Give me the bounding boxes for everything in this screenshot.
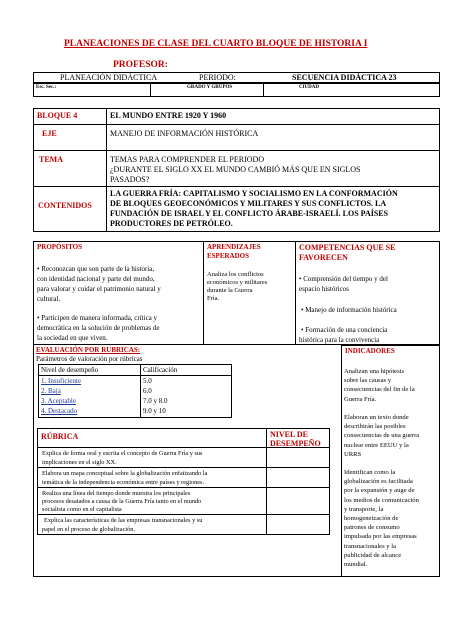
contenidos-label-cell xyxy=(33,186,107,232)
indicador-line: nuclear entre EEUU y la xyxy=(344,441,409,449)
tema-line: TEMAS PARA COMPRENDER EL PERIODO xyxy=(110,155,265,164)
rubrica-row xyxy=(37,447,267,468)
rubrica-line: papel en el proceso de globalización. xyxy=(42,526,136,533)
aprendizajes-cell xyxy=(203,241,296,345)
evaluacion-col-header: Nivel de desempeño xyxy=(41,366,99,374)
nivel-desempeno: 4. Destacado xyxy=(41,407,78,415)
nivel-cell xyxy=(266,447,330,468)
indicador-line: y transporte, la xyxy=(344,505,384,513)
aprendizaje-line: durante la Guerra xyxy=(207,287,253,294)
nivel-desempeno: 3. Aceptable xyxy=(41,397,76,405)
indicador-line: consecuencias de una guerra xyxy=(344,432,420,440)
proposito-line: con identidad nacional y parte del mundo, xyxy=(37,275,155,283)
nivel-desempeno: 2. Baja xyxy=(41,387,61,395)
tema-line: ¿DURANTE EL SIGLO XX EL MUNDO CAMBIÓ MÁS QUE EN SIGLOS xyxy=(110,165,361,174)
bloque-label-cell xyxy=(33,108,107,125)
propositos-cell xyxy=(33,241,204,345)
tema-label: TEMA xyxy=(39,155,63,164)
aprendizaje-line: Fría. xyxy=(207,295,220,302)
contenidos-line: DE BLOQUES GEOECONÓMICOS Y MILITARES Y SUS CONFLICTOS. LA xyxy=(110,199,387,208)
bloque-value: EL MUNDO ENTRE 1920 Y 1960 xyxy=(110,111,227,120)
indicador-line: transnacionales y la xyxy=(344,542,396,550)
indicador-line: Analizan una hipótesis xyxy=(344,368,405,375)
evaluacion-col-header: Calificación xyxy=(143,366,178,374)
profesor-label: PROFESOR: xyxy=(113,60,168,70)
nivel-heading: DESEMPEÑO xyxy=(270,439,321,448)
indicador-line: consecuencias del fin de la xyxy=(344,386,415,394)
periodo-label: PERIODO: xyxy=(199,73,236,82)
aprendizajes-heading: APRENDIZAJES xyxy=(207,243,261,251)
tema-value-cell xyxy=(106,150,440,187)
divider xyxy=(140,364,141,418)
rubrica-heading: RÚBRICA xyxy=(41,432,79,441)
grado-label: GRADO Y GRUPOS xyxy=(187,85,233,90)
indicador-line: por la expansión y auge de xyxy=(344,487,415,495)
indicador-line: describirán las posibles xyxy=(344,423,406,431)
competencia-line: espacio históricos xyxy=(299,285,349,293)
indicador-line: URRS xyxy=(344,450,362,458)
indicador-line: patrones de consumo xyxy=(344,524,400,532)
competencia-line: • Formación de una conciencia xyxy=(301,326,388,334)
contenidos-line: PRODUCTORES DE PETRÓLEO. xyxy=(110,219,233,228)
rubrica-line: Explica de forma oral y escrita el concepto de Guerra Fría y sus xyxy=(42,450,203,457)
proposito-line: cultural. xyxy=(37,295,61,303)
competencia-line: histórica para la convivencia xyxy=(299,336,380,344)
indicador-line: homogeneización de xyxy=(344,515,399,522)
competencias-heading: COMPETENCIAS QUE SE xyxy=(299,243,396,252)
proposito-line: • Participen de manera informada, crítica y xyxy=(37,314,158,322)
calificacion: 7.0 y 8.0 xyxy=(143,397,168,405)
rubrica-line: Elabora un mapa conceptual sobre la globalización enfatizando la xyxy=(42,470,208,477)
aprendizaje-line: económicos y militares xyxy=(207,279,268,286)
rubrica-header-cell xyxy=(37,428,267,448)
page-title: PLANEACIONES DE CLASE DEL CUARTO BLOQUE DE HISTORIA I xyxy=(64,39,368,49)
proposito-line: para valorar y cuidar el patrimonio natural y xyxy=(37,285,161,293)
rubrica-line: socialista como en el capitalista xyxy=(42,506,122,513)
eje-label-cell xyxy=(33,124,107,151)
contenidos-label: CONTENIDOS xyxy=(38,201,92,210)
rubrica-line: procesos desatados a causa de la Guerra Fría tanto en el mundo xyxy=(42,498,202,505)
indicador-line: Identifican como la xyxy=(344,469,396,477)
tema-label-cell xyxy=(33,150,107,187)
ciudad-label: CIUDAD xyxy=(299,85,319,90)
indicadores-list xyxy=(344,367,439,569)
indicador-line: sobre las causas y xyxy=(344,377,392,385)
indicador-line: los medios de comunicación xyxy=(344,496,419,504)
contenidos-value-cell xyxy=(106,186,440,232)
proposito-line: la sociedad en que viven. xyxy=(37,334,108,342)
bloque-value-cell xyxy=(106,108,440,125)
competencias-heading: FAVORECEN xyxy=(299,253,348,262)
indicador-line xyxy=(344,404,439,413)
bloque-label: BLOQUE 4 xyxy=(37,111,78,120)
indicador-line: globalización es facilitada xyxy=(344,478,413,486)
competencias-cell xyxy=(295,241,440,345)
proposito-line: democrática en la solución de problemas de xyxy=(37,324,160,332)
divider xyxy=(38,375,232,376)
divider xyxy=(263,83,264,97)
indicador-line xyxy=(344,459,439,468)
nivel-cell xyxy=(266,487,330,515)
evaluacion-subheading: Parámetros de valoración por rúbricas xyxy=(36,355,143,363)
indicador-line: Elaboran un texto donde xyxy=(344,413,409,421)
rubrica-row xyxy=(37,487,267,515)
tema-line: PASADOS? xyxy=(110,175,150,184)
indicador-line: Guerra Fría. xyxy=(344,395,377,403)
aprendizajes-heading: ESPERADOS xyxy=(207,252,250,260)
indicador-line: impulsada por las empresas xyxy=(344,533,417,541)
eje-label: EJE xyxy=(42,129,57,138)
aprendizaje-line: Analiza los conflictos xyxy=(207,271,264,278)
competencia-line: • Manejo de información histórica xyxy=(301,306,397,314)
calificacion: 6.0 xyxy=(143,387,152,395)
rubrica-line: temática de la independencia económica entre países y regiones. xyxy=(42,479,205,486)
calificacion: 9.0 y 10 xyxy=(143,407,166,415)
nivel-cell xyxy=(266,467,330,488)
esc-label: Esc. Sec.: xyxy=(36,85,57,90)
contenidos-line: LA GUERRA FRÍA: CAPITALISMO Y SOCIALISMO EN LA CONFORMACIÓN xyxy=(110,189,398,198)
rubrica-line: implicaciones en el siglo XX. xyxy=(42,459,117,466)
school-row xyxy=(33,83,440,97)
rubrica-row xyxy=(37,514,267,535)
rubrica-row xyxy=(37,467,267,488)
nivel-cell xyxy=(266,514,330,535)
eje-value: MANEJO DE INFORMACIÓN HISTÓRICA xyxy=(110,129,259,138)
indicador-line: mundial. xyxy=(344,560,368,568)
divider xyxy=(150,83,151,97)
propositos-heading: PROPÓSITOS xyxy=(37,243,82,251)
calificacion: 5.0 xyxy=(143,377,152,385)
rubrica-line: Explica las características de las empresas transnacionales y su xyxy=(44,517,203,524)
header-row xyxy=(33,72,440,83)
indicador-line: publicidad de alcance xyxy=(344,551,402,559)
nivel-heading: NIVEL DE xyxy=(270,430,309,439)
contenidos-line: FUNDACIÓN DE ISRAEL Y EL CONFLICTO ÁRABE-ISRAELÍ. LOS PAÍSES xyxy=(110,209,389,218)
evaluacion-heading: EVALUACIÓN POR RUBRICAS: xyxy=(36,346,141,354)
proposito-line: • Reconozcan que son parte de la historia, xyxy=(37,265,155,273)
secuencia-label: SECUENCIA DIDÁCTICA 23 xyxy=(292,73,397,82)
eje-value-cell xyxy=(106,124,440,151)
indicadores-heading: INDICADORES xyxy=(345,347,395,355)
rubrica-line: Realiza una línea del tiempo donde muestra los principales xyxy=(42,490,191,497)
nivel-header-cell xyxy=(266,428,330,448)
nivel-desempeno: 1. Insuficiente xyxy=(41,377,82,385)
planeacion-label: PLANEACIÓN DIDÁCTICA xyxy=(60,73,158,82)
competencia-line: • Comprensión del tiempo y del xyxy=(299,275,388,283)
